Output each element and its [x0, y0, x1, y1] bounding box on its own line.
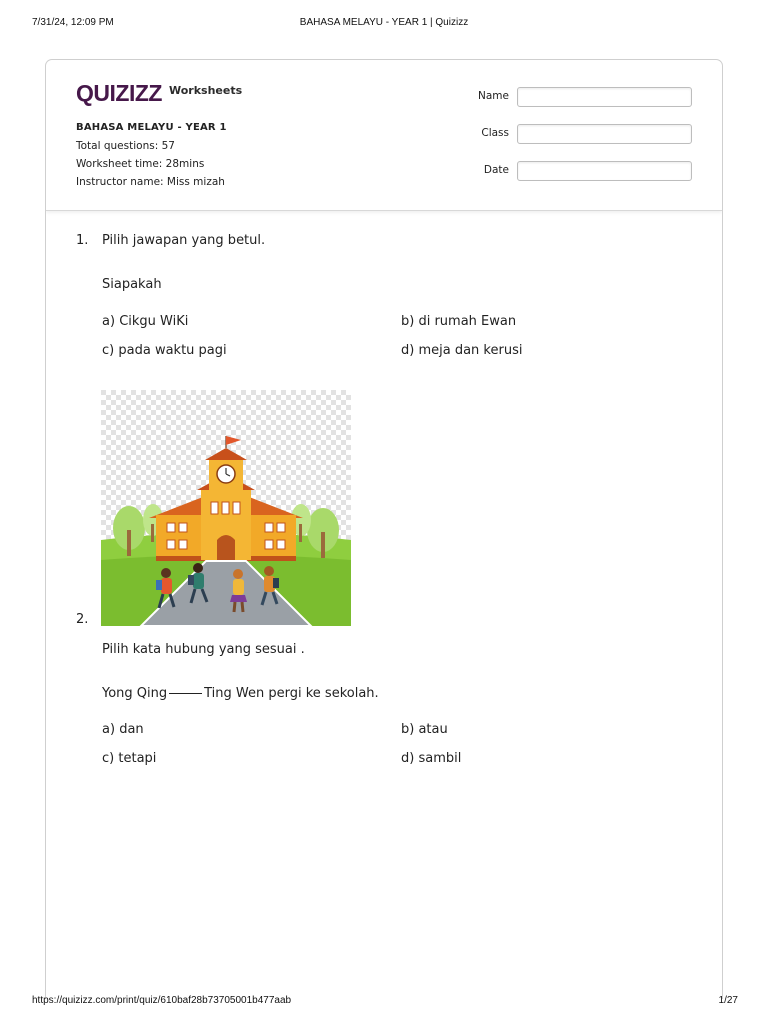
- svg-text:QUIZIZZ: QUIZIZZ: [76, 80, 162, 106]
- option-letter: a): [102, 722, 116, 737]
- question-1-option-d: [401, 343, 522, 358]
- option-text: di rumah Ewan: [418, 314, 517, 329]
- option-letter: b): [401, 722, 415, 737]
- name-field[interactable]: [517, 87, 692, 107]
- school-illustration-svg: [101, 390, 351, 626]
- option-text: atau: [418, 722, 448, 737]
- question-1-prompt: Pilih jawapan yang betul.: [102, 233, 266, 248]
- option-text: pada waktu pagi: [118, 343, 227, 358]
- option-text: dan: [119, 722, 144, 737]
- date-field[interactable]: [517, 161, 692, 181]
- print-timestamp: 7/31/24, 12:09 PM: [32, 17, 114, 28]
- option-text: Cikgu WiKi: [119, 314, 189, 329]
- question-2-option-d: [401, 751, 461, 766]
- question-1-number: 1.: [76, 233, 89, 248]
- question-2-stem: [102, 686, 379, 701]
- option-text: tetapi: [118, 751, 157, 766]
- option-text: sambil: [418, 751, 462, 766]
- option-letter: c): [102, 343, 115, 358]
- answer-blank: [169, 693, 202, 694]
- name-label: Name: [478, 90, 509, 102]
- quizizz-logo-wordmark: [76, 78, 166, 108]
- question-1-option-a: [102, 314, 188, 329]
- class-label: Class: [481, 127, 509, 139]
- option-text: meja dan kerusi: [418, 343, 523, 358]
- logo-subtitle: Worksheets: [169, 84, 243, 97]
- stem-before: Yong Qing: [102, 686, 168, 701]
- quizizz-logo: [76, 78, 166, 108]
- option-letter: d): [401, 751, 415, 766]
- instructor-name: Instructor name: Miss mizah: [76, 176, 225, 188]
- worksheet-header: [46, 60, 722, 211]
- question-2-prompt: Pilih kata hubung yang sesuai .: [102, 642, 305, 657]
- worksheet-time: Worksheet time: 28mins: [76, 158, 205, 170]
- option-letter: a): [102, 314, 116, 329]
- print-footer: [0, 995, 768, 1009]
- question-1-option-c: [102, 343, 227, 358]
- option-letter: b): [401, 314, 415, 329]
- option-letter: d): [401, 343, 415, 358]
- worksheet-meta: [76, 119, 227, 191]
- print-header: [0, 17, 768, 31]
- print-url: https://quizizz.com/print/quiz/610baf28b73705001b477aab: [32, 995, 292, 1006]
- question-2-option-b: [401, 722, 448, 737]
- print-title: BAHASA MELAYU - YEAR 1 | Quizizz: [299, 17, 469, 28]
- quiz-name: BAHASA MELAYU - YEAR 1: [76, 122, 227, 133]
- total-questions: Total questions: 57: [76, 140, 175, 152]
- school-illustration: [101, 390, 351, 626]
- question-1-option-b: [401, 314, 516, 329]
- question-2-number: 2.: [76, 612, 89, 627]
- date-label: Date: [483, 164, 509, 176]
- question-1-stem: Siapakah: [102, 277, 162, 292]
- option-letter: c): [102, 751, 115, 766]
- question-2-option-c: [102, 751, 156, 766]
- question-2-option-a: [102, 722, 144, 737]
- page-number: 1/27: [718, 995, 738, 1006]
- class-field[interactable]: [517, 124, 692, 144]
- stem-after: Ting Wen pergi ke sekolah.: [204, 686, 379, 701]
